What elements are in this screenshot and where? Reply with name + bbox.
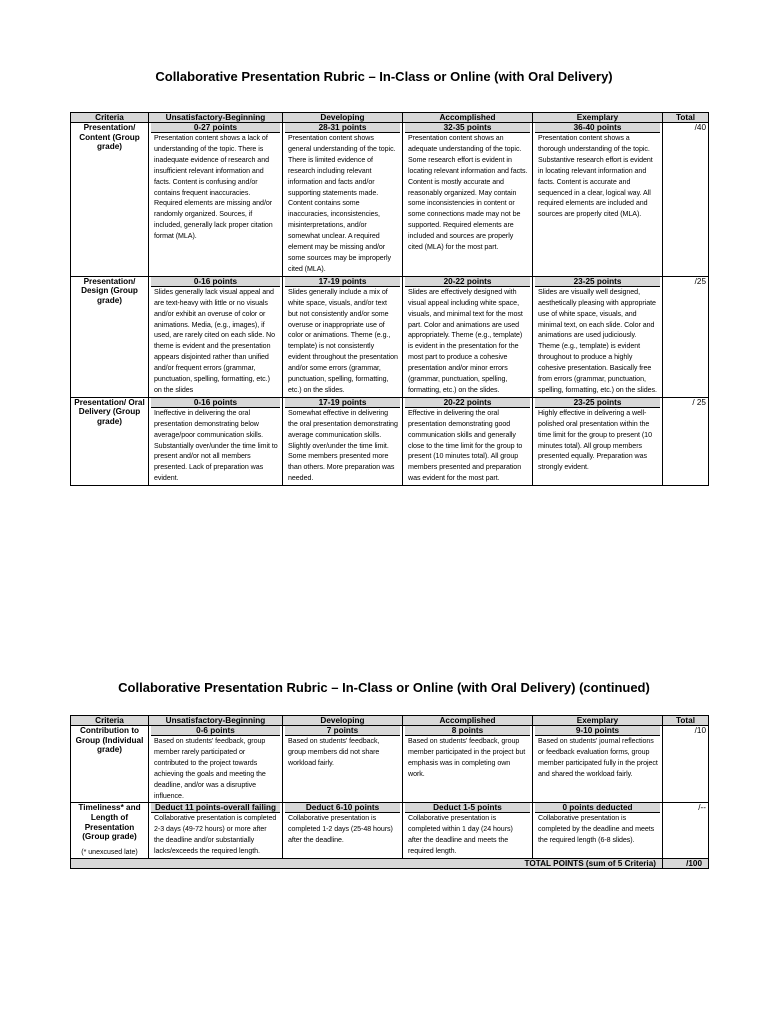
description: Somewhat effective in delivering the oral presentation demonstrating average communication skills. Slightly over/under the time limit. Some members presented more than others. More preparation was needed. bbox=[288, 408, 398, 483]
header-developing: Developing bbox=[283, 113, 403, 123]
header-unsatisfactory: Unsatisfactory-Beginning bbox=[149, 716, 283, 726]
rubric-cell bbox=[403, 726, 533, 803]
criteria-note: (* unexcused late) bbox=[81, 848, 138, 856]
points-label: 23-25 points bbox=[535, 277, 660, 287]
description: Ineffective in delivering the oral presentation demonstrating below average/poor communication skills. Substantially over/under the time limit to present and/or not all members presented. Lack of preparation was evident. bbox=[154, 408, 278, 483]
rubric-cell bbox=[149, 803, 283, 859]
description: Slides are effectively designed with visual appeal including white space, visuals, and minimal text for the most part. Color and animations are used appropriately. Theme (e.g., template) is evident in the presentation for the most part to produce a cohesive presentation and/or minor errors (grammar, punctuation, spelling, formatting, etc.) on the slides. bbox=[408, 287, 523, 394]
points-label: 7 points bbox=[285, 726, 400, 736]
table-row bbox=[71, 726, 709, 803]
total-cell: /10 bbox=[663, 726, 709, 803]
rubric-cell bbox=[403, 803, 533, 859]
total-row bbox=[71, 859, 709, 869]
page-title: Collaborative Presentation Rubric – In-Class or Online (with Oral Delivery) bbox=[155, 69, 613, 84]
header-unsatisfactory: Unsatisfactory-Beginning bbox=[149, 113, 283, 123]
total-cell: /-- bbox=[663, 803, 709, 859]
description: Slides generally include a mix of white space, visuals, and/or text but not consistently and/or some overuse or inappropriate use of color or animations. Theme (e.g., template) is not consistently evident throughout the presentation and/or some errors (grammar, punctuation, spelling, formatting, etc.) on the slides. bbox=[288, 287, 398, 394]
description: Based on students' feedback, group members did not share workload fairly. bbox=[288, 737, 380, 767]
points-label: 8 points bbox=[405, 726, 530, 736]
description: Collaborative presentation is completed 1-2 days (25-48 hours) after the deadline. bbox=[288, 814, 393, 845]
description: Presentation content shows general understanding of the topic. There is limited evidence of research including relevant information and facts and/or supporting statements made. Content contains some inaccuracies, inconsistencies, misinterpretations, and/or somewhat unclear. A required element may be missing and/or some sources may be improperly cited (MLA). bbox=[288, 134, 396, 273]
points-label: 0-27 points bbox=[151, 123, 280, 133]
table-row bbox=[71, 803, 709, 859]
rubric-cell bbox=[533, 803, 663, 859]
points-label: Deduct 1-5 points bbox=[405, 803, 530, 813]
description: Slides generally lack visual appeal and are text-heavy with little or no visuals and/or exhibit an overuse of color or animations. Media, (e.g., images), if used, are rarely cited on each slide. No theme is evident and the presentation appears disjointed rather than unified and/or frequent errors (grammar, punctuation, spelling, formatting, etc.) on the slides bbox=[154, 287, 276, 394]
rubric-cell bbox=[149, 726, 283, 803]
header-row bbox=[71, 716, 709, 726]
rubric-cell bbox=[283, 397, 403, 485]
points-label: 0 points deducted bbox=[535, 803, 660, 813]
description: Collaborative presentation is completed 2-3 days (49-72 hours) or more after the deadline and/or substantially lacks/exceeds the required length. bbox=[154, 814, 277, 856]
rubric-cell bbox=[403, 123, 533, 277]
rubric-cell bbox=[149, 276, 283, 397]
points-label: 17-19 points bbox=[285, 277, 400, 287]
rubric-table-continued bbox=[70, 715, 709, 869]
rubric-cell bbox=[149, 397, 283, 485]
criteria-oral-delivery: Presentation/ Oral Delivery (Group grade) bbox=[71, 397, 149, 485]
rubric-table bbox=[70, 112, 709, 486]
points-label: 9-10 points bbox=[535, 726, 660, 736]
points-label: Deduct 6-10 points bbox=[285, 803, 400, 813]
header-accomplished: Accomplished bbox=[403, 716, 533, 726]
description: Collaborative presentation is completed within 1 day (24 hours) after the deadline and meets the required length. bbox=[408, 814, 513, 856]
criteria-content: Presentation/ Content (Group grade) bbox=[71, 123, 149, 277]
points-label: 0-16 points bbox=[151, 398, 280, 408]
header-accomplished: Accomplished bbox=[403, 113, 533, 123]
header-row bbox=[71, 113, 709, 123]
description: Based on students' feedback, group member rarely participated or contributed to the project towards achieving the goals and meeting the deadline, and/or was a disruptive influence. bbox=[154, 737, 266, 800]
criteria-contribution bbox=[71, 726, 149, 803]
description: Presentation content shows an adequate understanding of the topic. Some research effort is evident in locating relevant information and facts. Content is mostly accurate and reasonably organized. May contain some inconsistencies in content or some connections made may not be supported. Required elements are included and sources are properly cited (MLA) for the most part. bbox=[408, 134, 528, 252]
header-total: Total bbox=[663, 113, 709, 123]
description: Highly effective in delivering a well-polished oral presentation within the time limit for the group to present (10 minutes total). All group members presented equally. Preparation was strongly evident. bbox=[538, 408, 652, 472]
total-points-label: TOTAL POINTS (sum of 5 Criteria) bbox=[71, 859, 663, 869]
description: Collaborative presentation is completed by the deadline and meets the required length (6-8 slides). bbox=[538, 814, 655, 845]
points-label: 28-31 points bbox=[285, 123, 400, 133]
rubric-cell bbox=[283, 803, 403, 859]
rubric-cell bbox=[533, 123, 663, 277]
points-label: 32-35 points bbox=[405, 123, 530, 133]
criteria-label: Timeliness* and Length of Presentation (Group grade) bbox=[78, 803, 141, 842]
points-label: 0-6 points bbox=[151, 726, 280, 736]
criteria-design: Presentation/ Design (Group grade) bbox=[71, 276, 149, 397]
table-row bbox=[71, 123, 709, 277]
points-label: 23-25 points bbox=[535, 398, 660, 408]
points-label: 0-16 points bbox=[151, 277, 280, 287]
points-label: 20-22 points bbox=[405, 277, 530, 287]
points-label: 17-19 points bbox=[285, 398, 400, 408]
description: Presentation content shows a thorough understanding of the topic. Substantive research effort is evident in locating relevant information and facts. Content is accurate and sequenced in a clear, logical way. All required elements are included and sources are properly cited (MLA). bbox=[538, 134, 653, 219]
points-label: 20-22 points bbox=[405, 398, 530, 408]
header-developing: Developing bbox=[283, 716, 403, 726]
rubric-cell bbox=[283, 123, 403, 277]
header-criteria: Criteria bbox=[71, 113, 149, 123]
rubric-cell bbox=[533, 397, 663, 485]
points-label: 36-40 points bbox=[535, 123, 660, 133]
criteria-timeliness bbox=[71, 803, 149, 859]
criteria-label: Contribution to Group (Individual grade) bbox=[75, 726, 144, 755]
description: Effective in delivering the oral presentation demonstrating good communication skills and generally close to the time limit for the group to present (10 minutes total). All group members presented and preparation was evident for the most part. bbox=[408, 408, 523, 483]
header-exemplary: Exemplary bbox=[533, 113, 663, 123]
rubric-cell bbox=[533, 276, 663, 397]
rubric-cell bbox=[403, 397, 533, 485]
total-points-value: /100 bbox=[663, 859, 709, 869]
total-cell: / 25 bbox=[663, 397, 709, 485]
total-cell: /40 bbox=[663, 123, 709, 277]
rubric-cell bbox=[283, 276, 403, 397]
header-criteria: Criteria bbox=[71, 716, 149, 726]
rubric-cell bbox=[533, 726, 663, 803]
page-title-continued: Collaborative Presentation Rubric – In-Class or Online (with Oral Delivery) (continued) bbox=[118, 680, 650, 695]
table-row bbox=[71, 397, 709, 485]
table-row bbox=[71, 276, 709, 397]
rubric-cell bbox=[403, 276, 533, 397]
header-exemplary: Exemplary bbox=[533, 716, 663, 726]
header-total: Total bbox=[663, 716, 709, 726]
description: Based on students' feedback, group member participated in the project but emphasis was in completing own work. bbox=[408, 737, 526, 778]
description: Presentation content shows a lack of understanding of the topic. There is inadequate evidence of research and insufficient relevant information and facts. Content is confusing and/or contains frequent inaccuracies. Required elements are missing and/or randomly organized. Sources, if included, generally lack proper citation format (MLA). bbox=[154, 134, 273, 241]
points-label: Deduct 11 points-overall failing bbox=[151, 803, 280, 813]
rubric-cell bbox=[283, 726, 403, 803]
total-cell: /25 bbox=[663, 276, 709, 397]
description: Slides are visually well designed, aesthetically pleasing with appropriate use of white space, visuals, and minimal text, on each slide. Color and animations are used judiciously. Theme (e.g., template) is evident throughout to produce a highly cohesive presentation. Basically free from errors (grammar, punctuation, spelling, formatting, etc.) on the slides. bbox=[538, 287, 657, 394]
rubric-cell bbox=[149, 123, 283, 277]
description: Based on students' journal reflections or feedback evaluation forms, group member participated fully in the project and shared the workload fairly. bbox=[538, 737, 658, 778]
